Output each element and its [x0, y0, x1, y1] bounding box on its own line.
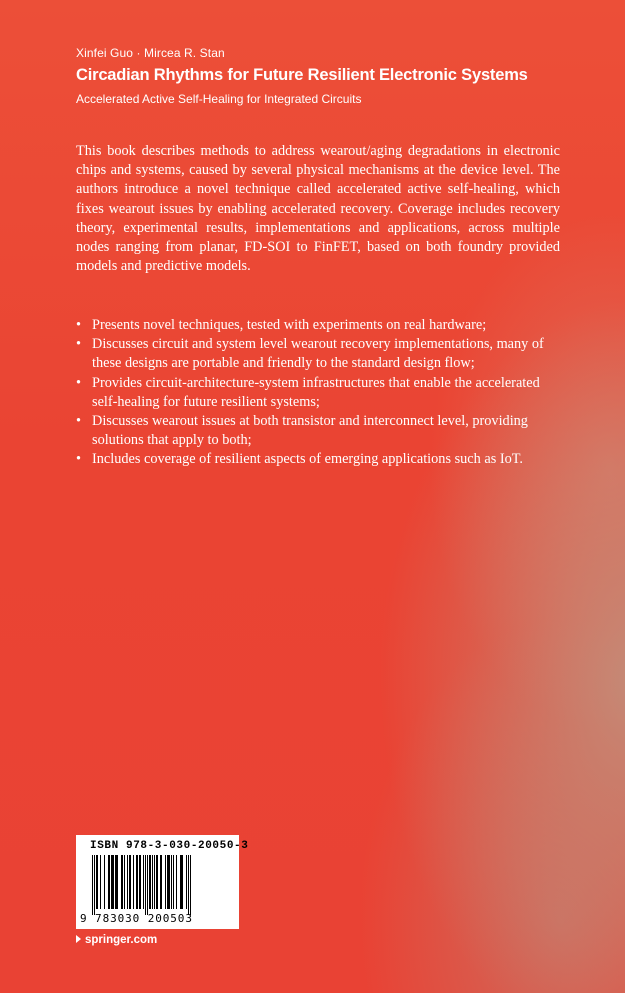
- feature-list: [76, 316, 560, 470]
- bullet-icon: •: [76, 413, 82, 430]
- book-title: Circadian Rhythms for Future Resilient Electronic Systems: [76, 66, 528, 84]
- book-description: This book describes methods to address wearout/aging degradations in electronic chips and systems, caused by several physical mechanisms at the device level. The authors introduce a novel technique called accelerated active self-healing, which fixes wearout issues by enabling accelerated recovery. Coverage includes recovery theory, experimental results, implementations and applications, across multiple nodes ranging from planar, FD-SOI to FinFET, based on both foundry provided models and predictive models.: [76, 143, 560, 275]
- list-item-text: Discusses wearout issues at both transistor and interconnect level, providing solutions that apply to both;: [92, 413, 528, 449]
- list-item-text: Discusses circuit and system level wearout recovery implementations, many of these designs are portable and friendly to the standard design flow;: [92, 336, 544, 372]
- bullet-icon: •: [76, 336, 82, 353]
- book-subtitle: Accelerated Active Self-Healing for Integrated Circuits: [76, 92, 362, 106]
- list-item: [76, 412, 560, 450]
- list-item: [76, 316, 560, 335]
- list-item-text: Includes coverage of resilient aspects of emerging applications such as IoT.: [92, 451, 524, 468]
- bullet-icon: •: [76, 317, 82, 333]
- list-item-text: Presents novel techniques, tested with experiments on real hardware;: [92, 317, 487, 333]
- ean-digits: 9 783030 200503: [80, 912, 193, 925]
- list-item: [76, 374, 560, 412]
- publisher-url: springer.com: [85, 934, 158, 946]
- authors: Xinfei Guo · Mircea R. Stan: [76, 46, 225, 60]
- isbn-label: ISBN 978-3-030-20050-3: [90, 840, 249, 852]
- list-item: [76, 335, 560, 373]
- bullet-icon: •: [76, 374, 82, 391]
- arrow-right-icon: [76, 935, 81, 943]
- barcode-icon: [90, 855, 230, 915]
- list-item: [76, 450, 560, 469]
- publisher-link[interactable]: [76, 934, 157, 946]
- isbn-barcode: [76, 835, 249, 929]
- bullet-icon: •: [76, 451, 82, 468]
- list-item-text: Provides circuit-architecture-system infrastructures that enable the accelerated self-healing for future resilient systems;: [92, 374, 540, 410]
